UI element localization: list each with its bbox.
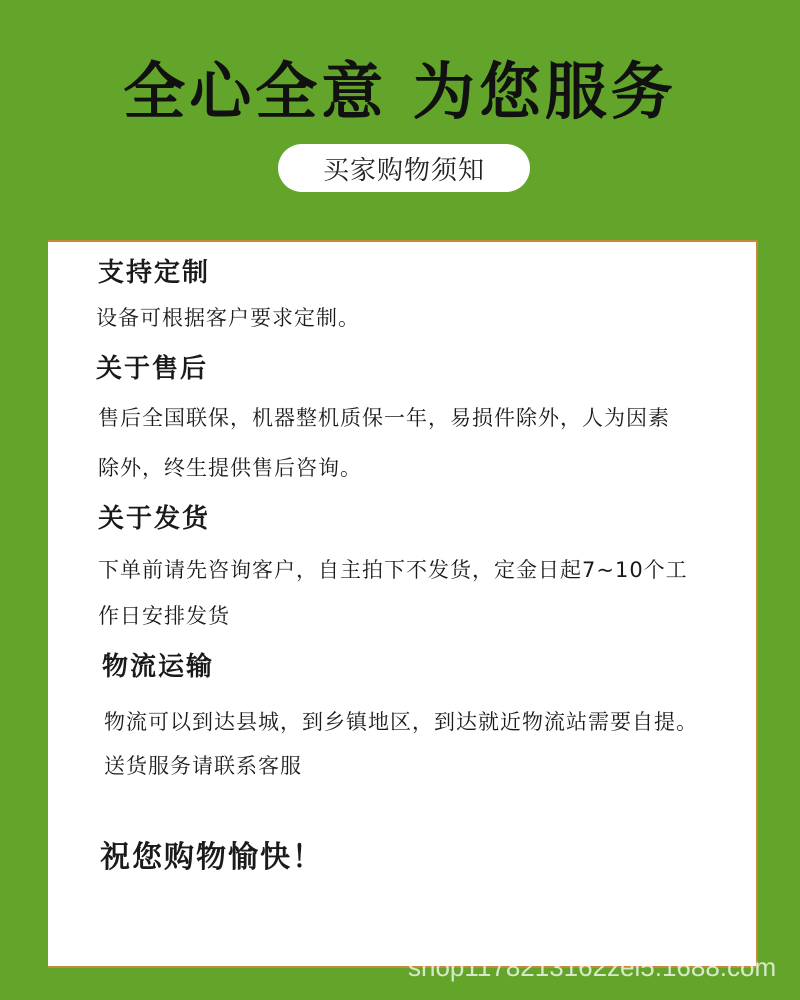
section-text-shipping-line-1: 下单前请先咨询客户，自主拍下不发货，定金日起7~10个工 (98, 558, 688, 582)
section-title-logistics: 物流运输 (102, 652, 215, 682)
page-headline: 全心全意 为您服务 (123, 55, 677, 128)
closing-message: 祝您购物愉快！ (100, 840, 324, 875)
section-title-after-sales: 关于售后 (96, 354, 209, 384)
section-text-logistics-line-2: 送货服务请联系客服 (104, 754, 302, 778)
section-text-logistics-line-1: 物流可以到达县城，到乡镇地区，到达就近物流站需要自提。 (104, 710, 698, 734)
buyer-notice-pill (278, 144, 530, 192)
section-title-shipping: 关于发货 (98, 504, 211, 534)
shop-watermark: shop1178213162zei5.1688.com (408, 952, 777, 982)
buyer-notice-label: 买家购物须知 (322, 155, 485, 186)
section-text-shipping-line-2: 作日安排发货 (98, 604, 230, 628)
section-text-customization: 设备可根据客户要求定制。 (96, 306, 360, 330)
section-text-after-sales-line-1: 售后全国联保，机器整机质保一年，易损件除外，人为因素 (98, 406, 670, 430)
section-text-after-sales-line-2: 除外，终生提供售后咨询。 (98, 456, 362, 480)
notice-card (48, 240, 758, 968)
section-title-customization: 支持定制 (98, 258, 211, 288)
